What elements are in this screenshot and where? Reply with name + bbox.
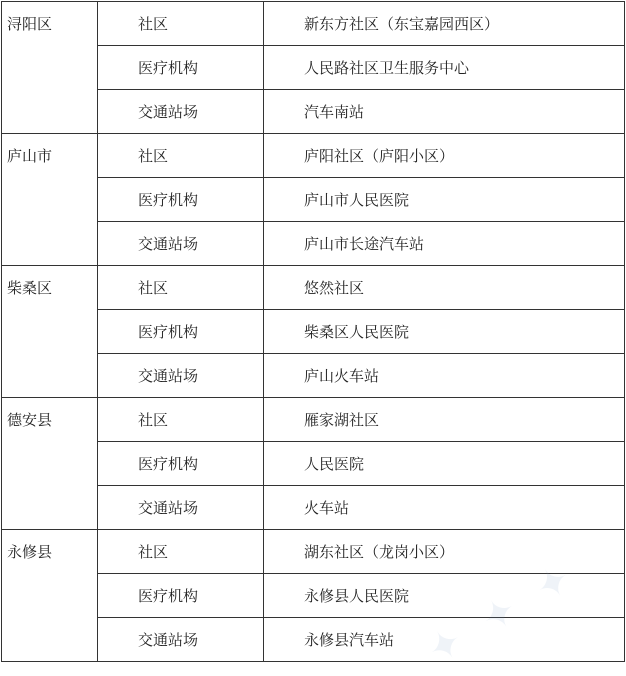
locations-table [1,1,625,662]
category-cell: 医疗机构 [98,178,264,222]
table-row [2,266,625,310]
category-cell: 交通站场 [98,90,264,134]
place-cell: 庐山市人民医院 [264,178,625,222]
place-cell: 柴桑区人民医院 [264,310,625,354]
place-cell: 人民医院 [264,442,625,486]
place-cell: 火车站 [264,486,625,530]
category-cell: 交通站场 [98,618,264,662]
category-cell: 社区 [98,266,264,310]
table-row [2,398,625,442]
category-cell: 社区 [98,134,264,178]
region-cell: 柴桑区 [2,266,98,398]
category-cell: 交通站场 [98,222,264,266]
table-row [2,2,625,46]
category-cell: 医疗机构 [98,46,264,90]
place-cell: 新东方社区（东宝嘉园西区） [264,2,625,46]
place-cell: 雁家湖社区 [264,398,625,442]
region-cell: 永修县 [2,530,98,662]
place-cell: 永修县人民医院 [264,574,625,618]
place-cell: 庐山市长途汽车站 [264,222,625,266]
category-cell: 交通站场 [98,486,264,530]
table-row [2,530,625,574]
category-cell: 社区 [98,2,264,46]
table-row [2,134,625,178]
category-cell: 医疗机构 [98,442,264,486]
region-cell: 浔阳区 [2,2,98,134]
place-cell: 庐山火车站 [264,354,625,398]
category-cell: 社区 [98,530,264,574]
watermark-graphic: ✦ ✦ ✦ [419,551,587,675]
place-cell: 人民路社区卫生服务中心 [264,46,625,90]
place-cell: 湖东社区（龙岗小区） [264,530,625,574]
category-cell: 医疗机构 [98,310,264,354]
category-cell: 交通站场 [98,354,264,398]
region-cell: 庐山市 [2,134,98,266]
category-cell: 社区 [98,398,264,442]
region-cell: 德安县 [2,398,98,530]
place-cell: 汽车南站 [264,90,625,134]
place-cell: 庐阳社区（庐阳小区） [264,134,625,178]
place-cell: 悠然社区 [264,266,625,310]
category-cell: 医疗机构 [98,574,264,618]
place-cell: 永修县汽车站 [264,618,625,662]
